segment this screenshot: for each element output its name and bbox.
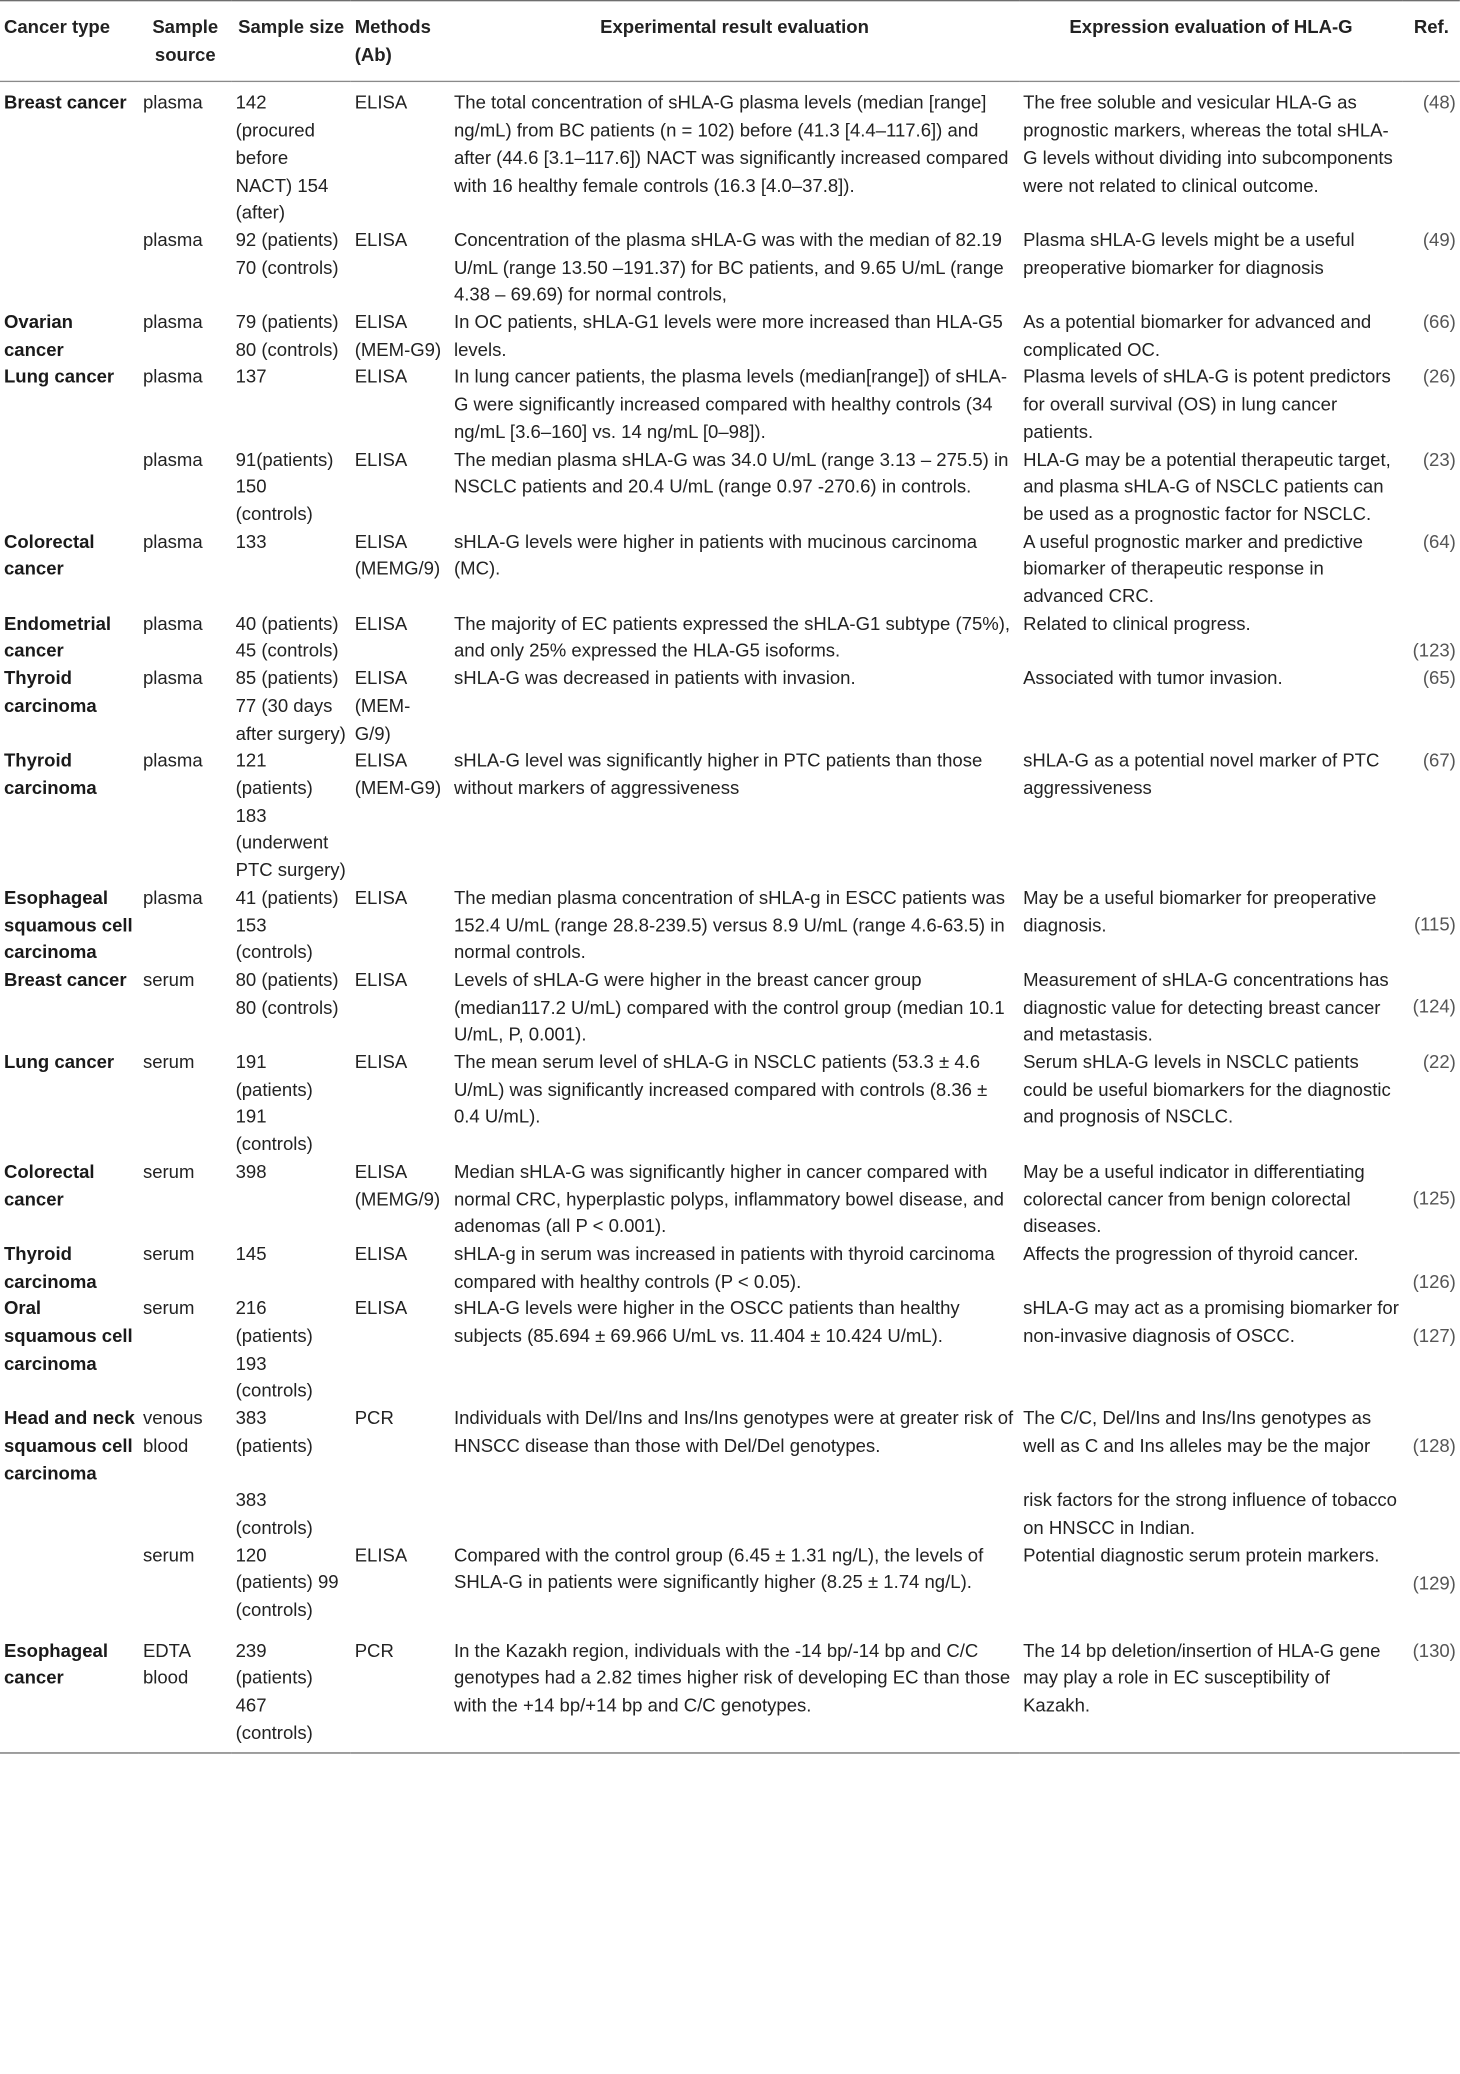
ref-cell: (66) bbox=[1422, 311, 1456, 333]
ref-cell: (65) bbox=[1422, 667, 1456, 689]
sample-size-cell: 85 (patients) 77 (30 days after surgery) bbox=[235, 667, 346, 744]
sample-source-cell: plasma bbox=[142, 749, 203, 771]
result-cell: In lung cancer patients, the plasma levels (median[range]) of sHLA-G were significantly increased compared with healthy controls (34 ng/mL [3.6–160] vs. 14 ng/mL [0–98]). bbox=[453, 365, 1008, 442]
expression-cell: May be a useful indicator in differentiating colorectal cancer from benign colorectal diseases. bbox=[1023, 1160, 1365, 1237]
table-row bbox=[0, 82, 1460, 226]
table-row bbox=[0, 226, 1460, 308]
result-cell: Concentration of the plasma sHLA-G was with the median of 82.19 U/mL (range 13.50 –191.37) for BC patients, and 9.65 U/mL (range 4.38 – 69.69) for normal controls, bbox=[453, 228, 1004, 305]
method-cell: ELISA bbox=[354, 968, 408, 990]
sample-source-cell: plasma bbox=[142, 530, 203, 552]
ref-cell: (23) bbox=[1422, 448, 1456, 470]
sample-source-cell: plasma bbox=[142, 667, 203, 689]
cancer-type-cell bbox=[0, 226, 139, 308]
cancer-type-cell: Ovarian cancer bbox=[3, 311, 73, 360]
ref-cell: (128) bbox=[1412, 1434, 1456, 1457]
ref-cell: (49) bbox=[1422, 228, 1456, 251]
cancer-type-cell: Thyroid carcinoma bbox=[3, 1242, 97, 1292]
result-cell: Individuals with Del/Ins and Ins/Ins genotypes were at greater risk of HNSCC disease than those with Del/Del genotypes. bbox=[453, 1407, 1014, 1456]
method-cell: ELISA bbox=[354, 365, 408, 388]
cancer-type-cell: Thyroid carcinoma bbox=[3, 749, 97, 799]
table-row bbox=[0, 363, 1460, 445]
method-cell: ELISA (MEM-G/9) bbox=[354, 667, 411, 744]
sample-source-cell: serum bbox=[142, 1160, 195, 1182]
sample-source-cell: plasma bbox=[142, 228, 203, 251]
method-cell: ELISA bbox=[354, 886, 408, 908]
sample-source-cell: plasma bbox=[142, 91, 203, 114]
cancer-type-cell: Lung cancer bbox=[3, 365, 115, 388]
table-row bbox=[0, 610, 1460, 665]
table-row bbox=[0, 1624, 1460, 1753]
table-row bbox=[0, 1158, 1460, 1240]
cancer-type-cell: Colorectal cancer bbox=[3, 1160, 95, 1210]
cancer-type-cell: Breast cancer bbox=[3, 91, 127, 114]
expression-cell: Measurement of sHLA-G concentrations has diagnostic value for detecting breast cancer and metastasis. bbox=[1023, 968, 1389, 1045]
ref-cell: (67) bbox=[1422, 749, 1456, 771]
header-sample-size: Sample size bbox=[238, 15, 345, 38]
header-ref: Ref. bbox=[1413, 15, 1449, 38]
cancer-type-cell: Esophageal cancer bbox=[3, 1639, 108, 1689]
table-row bbox=[0, 966, 1460, 1048]
sample-size-cell: 145 bbox=[235, 1242, 267, 1264]
result-cell: The median plasma sHLA-G was 34.0 U/mL (range 3.13 – 275.5) in NSCLC patients and 20.4 U/mL (range 0.97 -270.6) in controls. bbox=[453, 448, 1009, 497]
sample-size-cell: 133 bbox=[235, 530, 267, 552]
sample-size-cell: 398 bbox=[235, 1160, 267, 1182]
expression-cell: Plasma sHLA-G levels might be a useful preoperative biomarker for diagnosis bbox=[1023, 228, 1355, 278]
expression-cell: Potential diagnostic serum protein markers. bbox=[1023, 1544, 1380, 1566]
ref-cell: (126) bbox=[1412, 1270, 1456, 1292]
sample-source-cell: serum bbox=[142, 1544, 195, 1566]
expression-cell: HLA-G may be a potential therapeutic target, and plasma sHLA-G of NSCLC patients can be used as a prognostic factor for NSCLC. bbox=[1023, 448, 1391, 525]
expression-cell: Affects the progression of thyroid cancer. bbox=[1023, 1242, 1359, 1264]
table-row bbox=[0, 1048, 1460, 1158]
expression-cell: The 14 bp deletion/insertion of HLA-G gene may play a role in EC susceptibility of Kazakh. bbox=[1023, 1639, 1381, 1716]
table-row bbox=[0, 1541, 1460, 1623]
ref-cell: (123) bbox=[1412, 639, 1456, 662]
ref-cell: (124) bbox=[1412, 995, 1456, 1017]
expression-cell: As a potential biomarker for advanced and complicated OC. bbox=[1023, 311, 1372, 360]
method-cell: ELISA bbox=[354, 1544, 408, 1566]
sample-size-cell: 79 (patients) 80 (controls) bbox=[235, 311, 339, 360]
method-cell: ELISA bbox=[354, 448, 408, 470]
cancer-type-cell: Breast cancer bbox=[3, 968, 127, 990]
ref-cell: (22) bbox=[1422, 1050, 1456, 1073]
sample-source-cell: plasma bbox=[142, 448, 203, 470]
header-cancer-type: Cancer type bbox=[3, 15, 111, 38]
ref-cell: (125) bbox=[1412, 1187, 1456, 1209]
ref-cell: (115) bbox=[1413, 913, 1456, 935]
result-cell: sHLA-G level was significantly higher in PTC patients than those without markers of aggressiveness bbox=[453, 749, 983, 799]
sample-size-cell: 137 bbox=[235, 365, 267, 388]
ref-cell: (26) bbox=[1422, 365, 1456, 388]
expression-cell: sHLA-G may act as a promising biomarker for non-invasive diagnosis of OSCC. bbox=[1023, 1297, 1399, 1347]
result-cell: Levels of sHLA-G were higher in the breast cancer group (median117.2 U/mL) compared with the control group (median 10.1 U/mL, P, 0.001). bbox=[453, 968, 1005, 1045]
cancer-type-cell: Colorectal cancer bbox=[3, 530, 95, 579]
sample-size-cell: 121 (patients) 183 (underwent PTC surgery) bbox=[235, 749, 346, 881]
sample-size-cell: 142 (procured before NACT) 154 (after) bbox=[235, 91, 329, 223]
sample-size-controls: 383 (controls) bbox=[235, 1489, 313, 1538]
sample-size-cell: 239 (patients) 467 (controls) bbox=[235, 1639, 313, 1743]
cancer-type-cell bbox=[0, 445, 139, 527]
sample-source-cell: serum bbox=[142, 1242, 195, 1264]
sample-source-cell: serum bbox=[142, 968, 195, 990]
cancer-type-cell: Endometrial cancer bbox=[3, 612, 112, 662]
method-cell: PCR bbox=[354, 1639, 394, 1661]
header-row bbox=[0, 1, 1460, 82]
method-cell: PCR bbox=[354, 1407, 394, 1429]
sample-size-cell: 80 (patients) 80 (controls) bbox=[235, 968, 339, 1018]
table-row bbox=[0, 1240, 1460, 1295]
result-cell: sHLA-G levels were higher in the OSCC patients than healthy subjects (85.694 ± 69.966 U/mL vs. 11.404 ± 10.424 U/mL). bbox=[453, 1297, 960, 1347]
sample-source-cell: plasma bbox=[142, 612, 203, 634]
result-cell: sHLA-G was decreased in patients with invasion. bbox=[453, 667, 856, 689]
table-row bbox=[0, 884, 1460, 966]
method-cell: ELISA bbox=[354, 1297, 408, 1319]
method-cell: ELISA (MEMG/9) bbox=[354, 530, 441, 579]
sample-size-cell: 216 (patients) 193 (controls) bbox=[235, 1297, 313, 1401]
result-cell: Median sHLA-G was significantly higher in cancer compared with normal CRC, hyperplastic polyps, inflammatory bowel disease, and adenomas (all P < 0.001). bbox=[453, 1160, 1004, 1237]
table-row bbox=[0, 747, 1460, 884]
table-row bbox=[0, 665, 1460, 747]
expression-cell: sHLA-G as a potential novel marker of PTC aggressiveness bbox=[1023, 749, 1380, 799]
result-cell: In OC patients, sHLA-G1 levels were more increased than HLA-G5 levels. bbox=[453, 311, 1003, 360]
result-cell: sHLA-g in serum was increased in patients with thyroid carcinoma compared with healthy controls (P < 0.05). bbox=[453, 1242, 995, 1292]
expression-cell: May be a useful biomarker for preoperative diagnosis. bbox=[1023, 886, 1377, 936]
cancer-type-cell: Thyroid carcinoma bbox=[3, 667, 97, 716]
header-expression-evaluation: Expression evaluation of HLA-G bbox=[1069, 15, 1353, 38]
expression-part-1: The C/C, Del/Ins and Ins/Ins genotypes as well as C and Ins alleles may be the major bbox=[1023, 1407, 1372, 1456]
header-methods: Methods (Ab) bbox=[354, 15, 431, 65]
ref-cell: (64) bbox=[1422, 530, 1456, 552]
sample-source-cell: serum bbox=[142, 1297, 195, 1319]
result-cell: The median plasma concentration of sHLA-g in ESCC patients was 152.4 U/mL (range 28.8-239.5) versus 8.9 U/mL (range 4.6-63.5) in normal controls. bbox=[453, 886, 1005, 963]
result-cell: The total concentration of sHLA-G plasma levels (median [range] ng/mL) from BC patients (n = 102) before (41.3 [4.4–117.6]) and after (44.6 [3.1–117.6]) NACT was significantly increased compared with 16 healthy female controls (16.3 [4.0–37.8]). bbox=[453, 91, 1009, 196]
sample-size-cell: 120 (patients) 99 (controls) bbox=[235, 1544, 339, 1621]
table-row bbox=[0, 1404, 1460, 1541]
expression-cell: Associated with tumor invasion. bbox=[1023, 667, 1283, 689]
sample-source-cell: venous blood bbox=[142, 1407, 203, 1456]
cancer-type-cell: Oral squamous cell carcinoma bbox=[3, 1297, 133, 1374]
sample-size-cell: 40 (patients) 45 (controls) bbox=[235, 612, 339, 662]
expression-cell: Plasma levels of sHLA-G is potent predictors for overall survival (OS) in lung cancer patients. bbox=[1023, 365, 1391, 442]
sample-source-cell: plasma bbox=[142, 886, 203, 908]
header-sample-source: Sample source bbox=[152, 15, 219, 65]
result-cell: Compared with the control group (6.45 ± 1.31 ng/L), the levels of SHLA-G in patients were significantly higher (8.25 ± 1.74 ng/L). bbox=[453, 1544, 984, 1593]
expression-cell: Serum sHLA-G levels in NSCLC patients could be useful biomarkers for the diagnostic and prognosis of NSCLC. bbox=[1023, 1050, 1391, 1127]
method-cell: ELISA bbox=[354, 1242, 408, 1264]
sample-size-cell: 92 (patients) 70 (controls) bbox=[235, 228, 339, 278]
method-cell: ELISA bbox=[354, 612, 408, 634]
table-row bbox=[0, 528, 1460, 610]
sample-size-patients: 383 (patients) bbox=[235, 1407, 313, 1456]
sample-source-cell: EDTA blood bbox=[142, 1639, 190, 1689]
table-row bbox=[0, 1295, 1460, 1405]
method-cell: ELISA bbox=[354, 91, 408, 114]
ref-cell: (129) bbox=[1412, 1571, 1456, 1594]
table-row bbox=[0, 445, 1460, 527]
expression-cell bbox=[1019, 1404, 1403, 1541]
method-cell: ELISA bbox=[354, 228, 408, 251]
method-cell: ELISA (MEMG/9) bbox=[354, 1160, 441, 1210]
table-row bbox=[0, 308, 1460, 363]
cancer-type-cell: Lung cancer bbox=[3, 1050, 115, 1073]
result-cell: sHLA-G levels were higher in patients with mucinous carcinoma (MC). bbox=[453, 530, 978, 579]
method-cell: ELISA (MEM-G9) bbox=[354, 749, 442, 799]
ref-cell: (48) bbox=[1422, 91, 1456, 114]
expression-cell: A useful prognostic marker and predictive biomarker of therapeutic response in advanced CRC. bbox=[1023, 530, 1363, 607]
expression-part-2: risk factors for the strong influence of tobacco on HNSCC in Indian. bbox=[1023, 1489, 1397, 1538]
sample-size-cell: 41 (patients) 153 (controls) bbox=[235, 886, 339, 963]
sample-source-cell: serum bbox=[142, 1050, 195, 1073]
method-cell: ELISA (MEM-G9) bbox=[354, 311, 442, 360]
cancer-type-cell: Head and neck squamous cell carcinoma bbox=[3, 1407, 135, 1484]
sample-size-cell: 91(patients) 150 (controls) bbox=[235, 448, 334, 525]
result-cell: The majority of EC patients expressed the sHLA-G1 subtype (75%), and only 25% expressed the HLA-G5 isoforms. bbox=[453, 612, 1011, 662]
sample-size-cell: 191 (patients) 191 (controls) bbox=[235, 1050, 313, 1155]
header-experimental-result: Experimental result evaluation bbox=[600, 15, 869, 38]
sample-source-cell: plasma bbox=[142, 365, 203, 388]
result-cell: The mean serum level of sHLA-G in NSCLC patients (53.3 ± 4.6 U/mL) was significantly increased compared with controls (8.36 ± 0.4 U/mL). bbox=[453, 1050, 988, 1127]
sample-source-cell: plasma bbox=[142, 311, 203, 333]
cancer-type-cell: Esophageal squamous cell carcinoma bbox=[3, 886, 133, 963]
ref-cell: (130) bbox=[1412, 1639, 1456, 1661]
sample-size-cell bbox=[232, 1404, 351, 1541]
cancer-type-cell bbox=[0, 1541, 139, 1623]
expression-cell: Related to clinical progress. bbox=[1023, 612, 1251, 634]
result-cell: In the Kazakh region, individuals with the -14 bp/-14 bp and C/C genotypes had a 2.82 times higher risk of developing EC than those with the +14 bp/+14 bp and C/C genotypes. bbox=[453, 1639, 1011, 1716]
method-cell: ELISA bbox=[354, 1050, 408, 1073]
expression-cell: The free soluble and vesicular HLA-G as prognostic markers, whereas the total sHLA-G levels without dividing into subcomponents were not related to clinical outcome. bbox=[1023, 91, 1393, 196]
ref-cell: (127) bbox=[1412, 1325, 1456, 1347]
